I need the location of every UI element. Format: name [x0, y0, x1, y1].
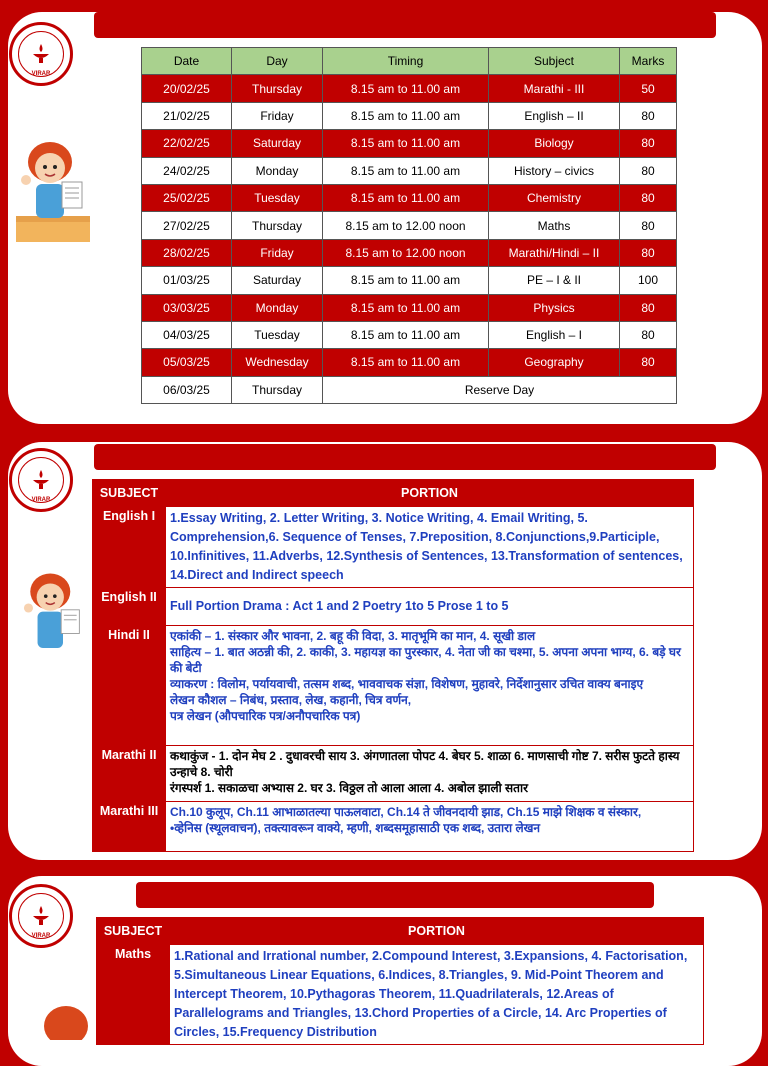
cell-day: Friday	[232, 239, 323, 266]
portion-english-2: Full Portion Drama : Act 1 and 2 Poetry 1to 5 Prose 1 to 5	[166, 588, 694, 626]
subject-hindi-2: Hindi II	[93, 626, 166, 746]
school-logo	[9, 22, 73, 86]
cell-marks: 80	[620, 294, 677, 321]
cell-date: 04/03/25	[142, 321, 232, 348]
header-day: Day	[232, 48, 323, 75]
cell-day: Saturday	[232, 130, 323, 157]
slide-exam-schedule	[0, 0, 768, 428]
school-logo	[9, 884, 73, 948]
cell-date: 03/03/25	[142, 294, 232, 321]
portion-hindi-2: एकांकी – 1. संस्कार और भावना, 2. बहू की विदा, 3. मातृभूमि का मान, 4. सूखी डाल साहित्य – 1. बात अठन्नी की, 2. काकी, 3. महायज्ञ का पुरस्कार, 4. नेता जी का चश्मा, 5. अपना अपना भाग्य, 6. बड़े घर की बेटी व्याकरण : विलोम, पर्यायवाची, तत्सम शब्द, भाववाचक संज्ञा, विशेषण, मुहावरे, निर्देशानुसार उचित वाक्य बनाइए लेखन कौशल – निबंध, प्रस्ताव, लेख, कहानी, चित्र वर्णन, पत्र लेखन (औपचारिक पत्र/अनौपचारिक पत्र)	[166, 626, 694, 746]
table-header-row	[93, 480, 694, 507]
title-banner	[136, 882, 654, 908]
portion-maths: 1.Rational and Irrational number, 2.Compound Interest, 3.Expansions, 4. Factorisation, 5.Simultaneous Linear Equations, 6.Indices, 8.Triangles, 9. Mid-Point Theorem and Intercept Theorem, 10.Pythagoras Theorem, 11.Quadrilaterals, 12.Areas of Parallelograms and Triangles, 13.Chord Properties of a Circle, 14. Arc Properties of Circles, 15.Frequency Distribution	[170, 945, 704, 1045]
table-row	[142, 294, 677, 321]
cell-timing: 8.15 am to 12.00 noon	[323, 212, 489, 239]
cell-date: 21/02/25	[142, 102, 232, 129]
table-header-row	[97, 918, 704, 945]
cell-date: 27/02/25	[142, 212, 232, 239]
cell-day: Saturday	[232, 267, 323, 294]
cell-timing: 8.15 am to 12.00 noon	[323, 239, 489, 266]
header-portion: PORTION	[166, 480, 694, 507]
portion-marathi-3: Ch.10 कुलूप, Ch.11 आभाळातल्या पाऊलवाटा, Ch.14 ते जीवनदायी झाड, Ch.15 माझे शिक्षक व संस्कार, •व्हेनिस (स्थूलवाचन), तक्त्यावरून वाक्ये, म्हणी, शब्दसमूहासाठी एक शब्द, उतारा लेखन	[166, 802, 694, 852]
table-row	[142, 267, 677, 294]
header-timing: Timing	[323, 48, 489, 75]
portion-table-maths	[96, 917, 704, 1045]
subject-marathi-3: Marathi III	[93, 802, 166, 852]
cell-subject: Maths	[489, 212, 620, 239]
lamp-icon	[30, 469, 52, 491]
table-row	[142, 102, 677, 129]
table-row	[97, 945, 704, 1045]
table-row	[93, 746, 694, 802]
table-row	[93, 507, 694, 588]
cell-date: 20/02/25	[142, 75, 232, 102]
school-logo	[9, 448, 73, 512]
slide-portion-languages	[0, 432, 768, 862]
cell-day: Tuesday	[232, 184, 323, 211]
student-illustration	[14, 568, 92, 668]
cell-marks: 80	[620, 239, 677, 266]
table-row	[93, 588, 694, 626]
table-row	[142, 157, 677, 184]
cell-marks: 80	[620, 212, 677, 239]
cell-timing: 8.15 am to 11.00 am	[323, 130, 489, 157]
cell-date: 22/02/25	[142, 130, 232, 157]
cell-subject: English – I	[489, 321, 620, 348]
subject-english-1: English I	[93, 507, 166, 588]
title-banner	[94, 12, 716, 38]
logo-place: VIRAR	[31, 933, 51, 939]
cell-day: Friday	[232, 102, 323, 129]
cell-marks: 80	[620, 102, 677, 129]
cell-timing: 8.15 am to 11.00 am	[323, 157, 489, 184]
header-date: Date	[142, 48, 232, 75]
cell-date: 28/02/25	[142, 239, 232, 266]
cell-date: 06/03/25	[142, 376, 232, 403]
logo-place: VIRAR	[31, 497, 51, 503]
cell-subject: Marathi/Hindi – II	[489, 239, 620, 266]
subject-maths: Maths	[97, 945, 170, 1045]
cell-marks: 80	[620, 184, 677, 211]
cell-timing: 8.15 am to 11.00 am	[323, 267, 489, 294]
cell-timing: 8.15 am to 11.00 am	[323, 349, 489, 376]
student-illustration	[14, 136, 92, 246]
header-marks: Marks	[620, 48, 677, 75]
lamp-icon	[30, 43, 52, 65]
table-row	[142, 321, 677, 348]
logo-place: VIRAR	[31, 71, 51, 77]
table-row	[142, 349, 677, 376]
cell-day: Thursday	[232, 212, 323, 239]
header-portion: PORTION	[170, 918, 704, 945]
cell-date: 05/03/25	[142, 349, 232, 376]
cell-marks: 80	[620, 349, 677, 376]
cell-subject: Geography	[489, 349, 620, 376]
cell-subject: History – civics	[489, 157, 620, 184]
table-row	[93, 626, 694, 746]
cell-date: 24/02/25	[142, 157, 232, 184]
cell-subject: Biology	[489, 130, 620, 157]
table-row	[142, 212, 677, 239]
table-row	[142, 75, 677, 102]
cell-timing: 8.15 am to 11.00 am	[323, 321, 489, 348]
table-row	[93, 802, 694, 852]
title-banner	[94, 444, 716, 470]
portion-english-1: 1.Essay Writing, 2. Letter Writing, 3. Notice Writing, 4. Email Writing, 5. Comprehension,6. Sequence of Tenses, 7.Preposition, 8.Conjunctions,9.Participle, 10.Infinitives, 11.Adverbs, 12.Synthesis of Sentences, 13.Transformation of sentences, 14.Direct and Indirect speech	[166, 507, 694, 588]
slide-portion-maths	[0, 866, 768, 1039]
portion-table-languages	[92, 479, 694, 852]
cell-day: Wednesday	[232, 349, 323, 376]
exam-schedule-table	[141, 47, 677, 404]
header-subject: SUBJECT	[93, 480, 166, 507]
table-header-row	[142, 48, 677, 75]
cell-subject: English – II	[489, 102, 620, 129]
cell-date: 01/03/25	[142, 267, 232, 294]
cell-subject: Physics	[489, 294, 620, 321]
cell-date: 25/02/25	[142, 184, 232, 211]
table-row	[142, 130, 677, 157]
cell-marks: 80	[620, 157, 677, 184]
cell-marks: 80	[620, 321, 677, 348]
cell-day: Thursday	[232, 376, 323, 403]
lamp-icon	[30, 905, 52, 927]
cell-subject: Marathi - III	[489, 75, 620, 102]
cell-marks: 80	[620, 130, 677, 157]
cell-timing: 8.15 am to 11.00 am	[323, 75, 489, 102]
cell-marks: 100	[620, 267, 677, 294]
cell-timing: 8.15 am to 11.00 am	[323, 184, 489, 211]
cell-timing: 8.15 am to 11.00 am	[323, 294, 489, 321]
cell-subject: PE – I & II	[489, 267, 620, 294]
cell-day: Tuesday	[232, 321, 323, 348]
portion-marathi-2: कथाकुंज - 1. दोन मेघ 2 . दुधावरची साय 3. अंगणातला पोपट 4. बेघर 5. शाळा 6. माणसाची गोष्ट 7. सरीस फुटते हास्य उन्हाचे 8. चोरी रंगस्पर्श 1. सकाळचा अभ्यास 2. घर 3. विठ्ठल तो आला आला 4. अबोल झाली सतार	[166, 746, 694, 802]
cell-marks: 50	[620, 75, 677, 102]
subject-english-2: English II	[93, 588, 166, 626]
cell-subject: Chemistry	[489, 184, 620, 211]
cell-day: Monday	[232, 157, 323, 184]
table-row-reserve	[142, 376, 677, 403]
table-row	[142, 184, 677, 211]
subject-marathi-2: Marathi II	[93, 746, 166, 802]
header-subject: Subject	[489, 48, 620, 75]
cell-day: Monday	[232, 294, 323, 321]
cell-day: Thursday	[232, 75, 323, 102]
table-row	[142, 239, 677, 266]
header-subject: SUBJECT	[97, 918, 170, 945]
cell-timing: 8.15 am to 11.00 am	[323, 102, 489, 129]
cell-reserve-day: Reserve Day	[323, 376, 677, 403]
